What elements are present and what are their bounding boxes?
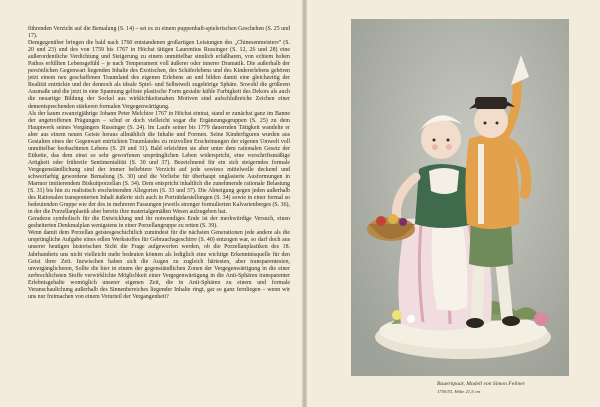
right-page: [307, 0, 600, 407]
figure-caption: [437, 381, 577, 395]
porcelain-figure-photo: [351, 19, 569, 376]
body-text: [28, 26, 290, 301]
paragraph-1: führenden Verzicht auf die Bemalung (S. 14) – sei es zu einem puppenhaft-spielerischen Geschehen (S. 25 und 17).: [28, 26, 290, 40]
paragraph-5: Wenn damit dem Porzellan geistesgeschichtlich zumindest für die nächsten Generationen jede andere als die ursprüngliche Aufgabe eines edlen Werkstoffes für Gebrauchsgeschirre (S. 40) entzogen war, so darf doch aus unserer heutigen historischen Sicht die Frage aufgeworfen werden, ob die Porzellanplastiken des 18. Jahrhunderts uns nicht vielleicht mehr bedeuten können als lediglich eine wichtige Erkenntnisquelle für den Geist ihrer Zeit. Inzwischen haben sich die Augen zu zugleich härtesten, aber transparentesten, unvergänglicheren, Sollte die hier in einem der gegenständlichen Zonen der Vergegenwärtigung in die einer zerbrechlichsten Stoffe verwirklichte Möglichkeit einer Vergegenwärtigung in die Anti-Sphären transparenter Erlebnisgehalte womöglich unserer eigenen Zeit, die in Anti-Sphären zu einem und formale Veranschaulichung außerhalb des Sinnenbereiches liegender Inhalte ringt, gar so ganz fernliegen – wenn wir uns nur freimachen von einem Vorurteil der Vergangenheit?: [28, 230, 290, 300]
porcelain-figure-illustration: [351, 19, 569, 376]
paragraph-2: Demgegenüber bringen die bald nach 1760 entstandenen großartigen Leistungen des „Chinesenmeisters“ (S. 20 und 23) und des von 1759 bis 1767 in Höchst tätigen Laurentius Russinger (S. 12, 26 und 28) eine außerordentliche Verdichtung und Steigerung zu einem unmittelbar sinnlich erfaßbaren, von echtem hohen Pathos erfüllten Lebensgefühl – je nach Temperament voll äußerer oder innerer Dramatik. Die außerhalb der persönlichen Gegenwart liegenden Inhalte des Exotischen, des Schäferlebens und des Kindererlebens gehören jetzt einem neu geschaffenen Traumland des eigenen Erlebens an und bilden damit eine gleichzeitig der Realität entrückte und der dennoch als ideale Spiel- und Selbstwelt zugehörige Sphäre. Sowohl die größeren Ausmaße und die jetzt in eine Spannung gelöste plastische Form gestalte kühle Farbigkeit des Dekors als auch die neuartige Bildung der Sockel aus wirklichkeitsnahen Motiven sind aufschlußreiche Zeichen einer dementsprechenden stärkeren formalen Vergegenwärtigung.: [28, 40, 290, 110]
paragraph-4: Geradezu symbolisch für die Entwicklung und ihr notwendiges Ende ist der merkwürdige Versuch, einen gesheiterten Denkmalplan wenigstens in einer Porzellangruppe zu retten (S. 39).: [28, 216, 290, 230]
paragraph-3: Als der kaum zwanzigjährige Johann Peter Melchior 1767 in Höchst eintrat, stand er zunächst ganz im Banne der angetroffenen Prägungen – schuf er doch vielleicht sogar die Ergänzungsgruppen (S. 25) zu dem Hauptwerk seines Vorgängers Russinger (S. 24). Im Laufe seiner bis 1779 dauernden Tätigkeit wandelte er aber aus einem neuen Geiste heraus allmählich die Inhalte und Formen. Seine Kinderfiguren wurden aus Gestalten eines der Gegenwart entrückten Traumlandes zu reizvollen Erscheinungen der eigenen Umwelt voll unmittelbar beobachteten Lebens (S. 29 und 31). Bald erleichten sie aber unter dem rationalen Gesetz der Etikette, das dem einst so sehr geworfenen ursprünglichen Leben widerspricht, eine vorschriftsmäßige Artigkeit oder frühreife Sentimentalität (S. 30 und 37). Bezeichnend für ein sich steigerndes formale Vergegenständlichung sind der immer beliebtere Verzicht auf jede sowieso mittelwelle deckend und schwerfarbig gewordene Bemalung (S. 30) und die Vorliebe für überhaupt unglasierte Ausformungen in Marmor imitierendem Biskuitporzellan (S. 34). Dem entspricht inhaltlich die zunehmende rationale Belastung (S. 31) bis hin zu realistisch erscheinenden Allegorien (S. 33 und 37). Die Abneigung gegen jeden außerhalb des Rationalen transponierten Inhalt äußerte sich auch in Porträtdarstellungen (S. 34) sowie in einer formal so bedeutenden Gruppe wie der des in mehreren Fassungen jeweils strenger formulierten Kalvarienberges (S. 36), in der die Porzellanplastik aber bereits ihre materialgemäßen Wesen aufzugeben hat.: [28, 110, 290, 216]
caption-details: 1750/53, Höhe 21,5 cm: [437, 389, 480, 394]
caption-title: Bauernpaar, Modell von Simon Feilner: [437, 381, 525, 387]
